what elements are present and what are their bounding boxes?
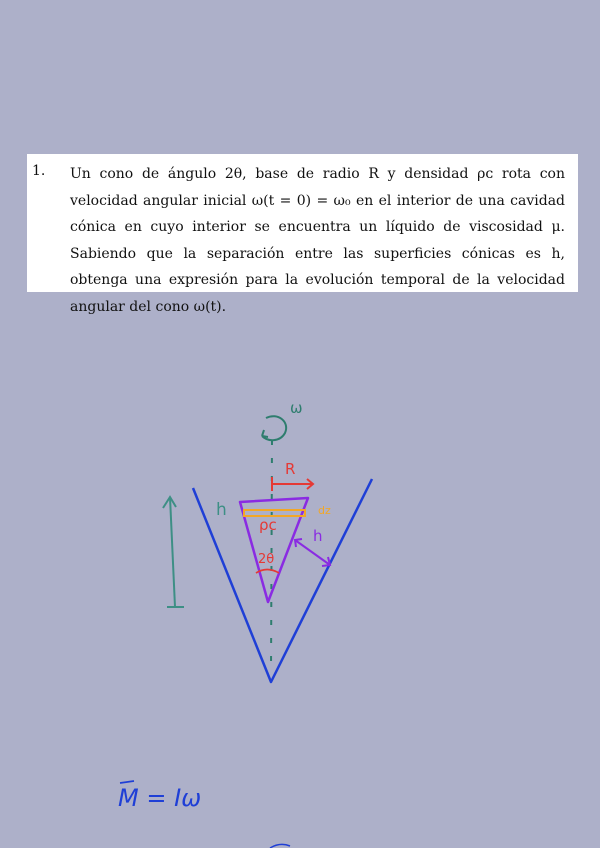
- bottom-ink-mark: [270, 844, 290, 848]
- rotation-arrowhead: [262, 430, 268, 437]
- inner-cone: [240, 498, 308, 602]
- gap-label: h: [313, 527, 323, 545]
- height-line: [170, 497, 175, 607]
- density-label: ρc: [259, 516, 277, 534]
- height-label: h: [216, 500, 227, 520]
- problem-text: Un cono de ángulo 2θ, base de radio R y densidad ρᴄ rota con velocidad angular inicial ω(t = 0) = ω₀ en el interior de una cavidad cónica en cuyo interior se encuentra un líquido de viscosidad μ. Sabiendo que la separación entre las superficies cónicas es h, obtenga una expresión para la evolución temporal de la velocidad angular del cono ω(t).: [70, 166, 565, 315]
- angle-label: 2θ: [258, 552, 275, 567]
- torque-equation: M = Iω: [118, 784, 202, 812]
- radius-label: R: [285, 460, 296, 478]
- omega-label: ω: [290, 399, 303, 417]
- dz-label: dz: [318, 504, 331, 517]
- equation-vector-arrow: [120, 781, 134, 783]
- problem-number: 1.: [32, 163, 46, 179]
